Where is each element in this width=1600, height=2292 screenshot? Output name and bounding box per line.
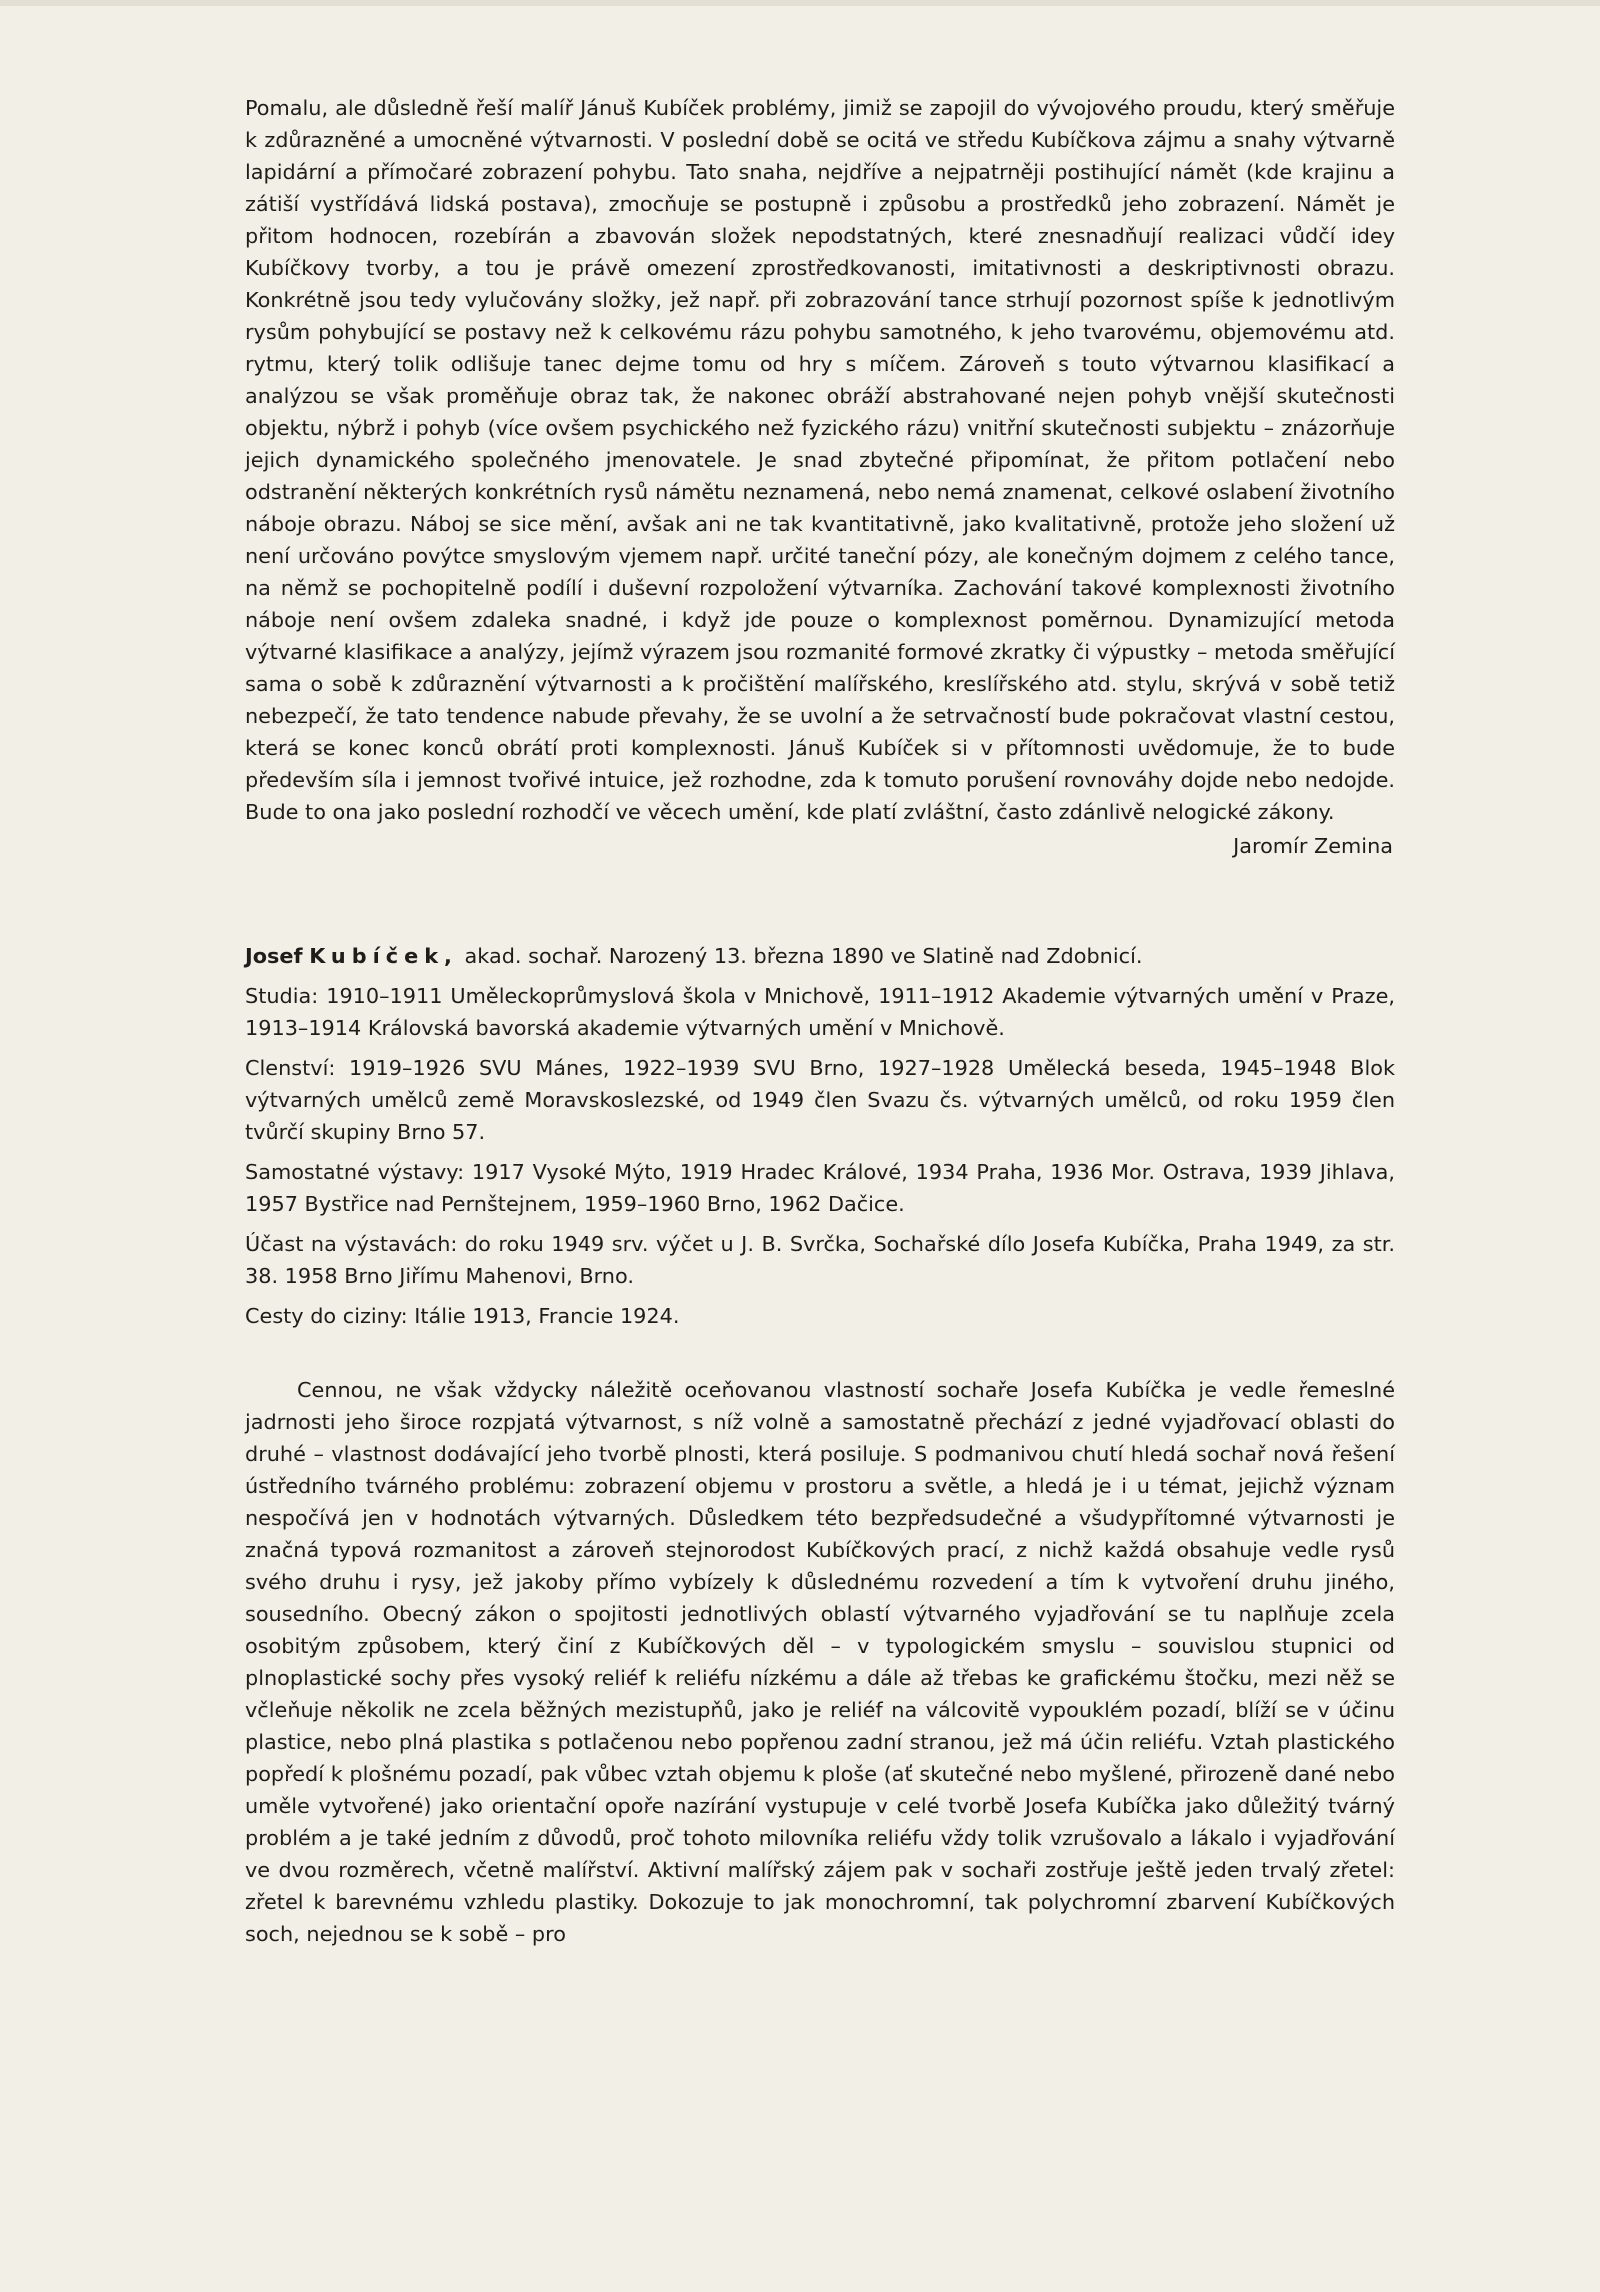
bio-intro bbox=[245, 940, 1395, 972]
essay1-author-signature: Jaromír Zemina bbox=[1233, 834, 1393, 858]
bio-clenstvi: Clenství: 1919–1926 SVU Mánes, 1922–1939 SVU Brno, 1927–1928 Umělecká beseda, 1945–1948 Blok výtvarných umělců země Moravskoslezské, od 1949 člen Svazu čs. výtvarných umělců, od roku 1959 člen tvůrčí skupiny Brno 57. bbox=[245, 1056, 1395, 1144]
bio-samostatne-vystavy: Samostatné výstavy: 1917 Vysoké Mýto, 1919 Hradec Králové, 1934 Praha, 1936 Mor. Ostrava, 1939 Jihlava, 1957 Bystřice nad Pernštejnem, 1959–1960 Brno, 1962 Dačice. bbox=[245, 1160, 1395, 1216]
essay2-paragraph: Cennou, ne však vždycky náležitě oceňovanou vlastností sochaře Josefa Kubíčka je vedle řemeslné jadrnosti jeho široce rozpjatá výtvarnost, s níž volně a samostatně přechází z jedné vyjadřovací oblasti do druhé – vlastnost dodávající jeho tvorbě plnosti, která posiluje. S podmanivou chutí hledá sochař nová řešení ústředního tvárného problému: zobrazení objemu v prostoru a světle, a hledá je i u témat, jejichž význam nespočívá jen v hodnotách výtvarných. Důsledkem této bezpředsudečné a všudypřítomné výtvarnosti je značná typová rozmanitost a zároveň stejnorodost Kubíčkových prací, z nichž každá obsahuje vedle rysů svého druhu i rysy, jež jakoby přímo vybízely k důslednému rozvedení a tím k vytvoření druhu jiného, sousedního. Obecný zákon o spojitosti jednotlivých oblastí výtvarného vyjadřování se tu naplňuje zcela osobitým způsobem, který činí z Kubíčkových děl – v typologickém smyslu – souvislou stupnici od plnoplastické sochy přes vysoký reliéf k reliéfu nízkému a dále až třebas ke grafickému štočku, mezi něž se včleňuje několik ne zcela běžných mezistupňů, jako je reliéf na válcovitě vypouklém pozadí, blíží se v účinu plastice, nebo plná plastika s potlačenou nebo popřenou zadní stranou, jež má účin reliéfu. Vztah plastického popředí k plošnému pozadí, pak vůbec vztah objemu k ploše (ať skutečné nebo myšlené, přirozeně dané nebo uměle vytvořené) jako orientační opoře nazírání vystupuje v celé tvorbě Josefa Kubíčka jako důležitý tvárný problém a je také jedním z důvodů, proč tohoto milovníka reliéfu vždy tolik vzrušovalo a lákalo i vyjadřování ve dvou rozměrech, včetně malířství. Aktivní malířský zájem pak v sochaři zostřuje ještě jeden trvalý zřetel: zřetel k barevnému vzhledu plastiky. Dokozuje to jak monochromní, tak polychromní zbarvení Kubíčkových soch, nejednou se k sobě – pro bbox=[245, 1378, 1395, 1946]
bio-first-name: Josef bbox=[245, 944, 303, 968]
essay-janus-kubicek bbox=[245, 92, 1395, 862]
essay-josef-kubicek bbox=[245, 1374, 1395, 1950]
page-top-edge bbox=[0, 0, 1600, 6]
essay1-paragraph: Pomalu, ale důsledně řeší malíř Jánuš Kubíček problémy, jimiž se zapojil do vývojového proudu, který směřuje k zdůrazněné a umocněné výtvarnosti. V poslední době se ocitá ve středu Kubíčkova zájmu a snahy výtvarně lapidární a přímočaré zobrazení pohybu. Tato snaha, nejdříve a nejpatrněji postihující námět (kde krajinu a zátiší vystřídává lidská postava), zmocňuje se postupně i způsobu a prostředků jeho zobrazení. Námět je přitom hodnocen, rozebírán a zbavován složek nepodstatných, které znesnadňují realizaci vůdčí idey Kubíčkovy tvorby, a tou je právě omezení zprostředkovanosti, imitativnosti a deskriptivnosti obrazu. Konkrétně jsou tedy vylučovány složky, jež např. při zobrazování tance strhují pozornost spíše k jednotlivým rysům pohybující se postavy než k celkovému rázu pohybu samotného, k jeho tvarovému, objemovému atd. rytmu, který tolik odlišuje tanec dejme tomu od hry s míčem. Zároveň s touto výtvarnou klasifikací a analýzou se však proměňuje obraz tak, že nakonec obráží abstrahované nejen pohyb vnější skutečnosti objektu, nýbrž i pohyb (více ovšem psychického než fyzického rázu) vnitřní skutečnosti subjektu – znázorňuje jejich dynamického společného jmenovatele. Je snad zbytečné připomínat, že přitom potlačení nebo odstranění některých konkrétních rysů námětu neznamená, nebo nemá znamenat, celkové oslabení životního náboje obrazu. Náboj se sice mění, avšak ani ne tak kvantitativně, jako kvalitativně, protože jeho složení už není určováno povýtce smyslovým vjemem např. určité taneční pózy, ale konečným dojmem z celého tance, na němž se pochopitelně podílí i duševní rozpoložení výtvarníka. Zachování takové komplexnosti životního náboje není ovšem zdaleka snadné, i když jde pouze o komplexnost poměrnou. Dynamizující metoda výtvarné klasifikace a analýzy, jejímž výrazem jsou rozmanité formové zkratky či výpustky – metoda směřující sama o sobě k zdůraznění výtvarnosti a k pročištění malířského, kreslířského atd. stylu, skrývá v sobě tetiž nebezpečí, že tato tendence nabude převahy, že se uvolní a že setrvačností bude pokračovat vlastní cestou, která se konec konců obrátí proti komplexnosti. Jánuš Kubíček si v přítomnosti uvědomuje, že to bude především síla i jemnost tvořivé intuice, jež rozhodne, zda k tomuto porušení rovnováhy dojde nebo nedojde. Bude to ona jako poslední rozhodčí ve věcech umění, kde platí zvláštní, často zdánlivě nelogické zákony. bbox=[245, 96, 1395, 824]
bio-studia: Studia: 1910–1911 Uměleckoprůmyslová škola v Mnichově, 1911–1912 Akademie výtvarných umění v Praze, 1913–1914 Královská bavorská akademie výtvarných umění v Mnichově. bbox=[245, 984, 1395, 1040]
bio-last-name: Kubíček, bbox=[309, 944, 458, 968]
bio-cesty-do-ciziny: Cesty do ciziny: Itálie 1913, Francie 1924. bbox=[245, 1304, 680, 1328]
biography-josef-kubicek bbox=[245, 940, 1395, 1332]
bio-intro-text: akad. sochař. Narozený 13. března 1890 ve Slatině nad Zdobnicí. bbox=[457, 944, 1143, 968]
page-content bbox=[245, 92, 1395, 1950]
bio-ucast-na-vystavach: Účast na výstavách: do roku 1949 srv. výčet u J. B. Svrčka, Sochařské dílo Josefa Kubíčka, Praha 1949, za str. 38. 1958 Brno Jiřímu Mahenovi, Brno. bbox=[245, 1232, 1395, 1288]
